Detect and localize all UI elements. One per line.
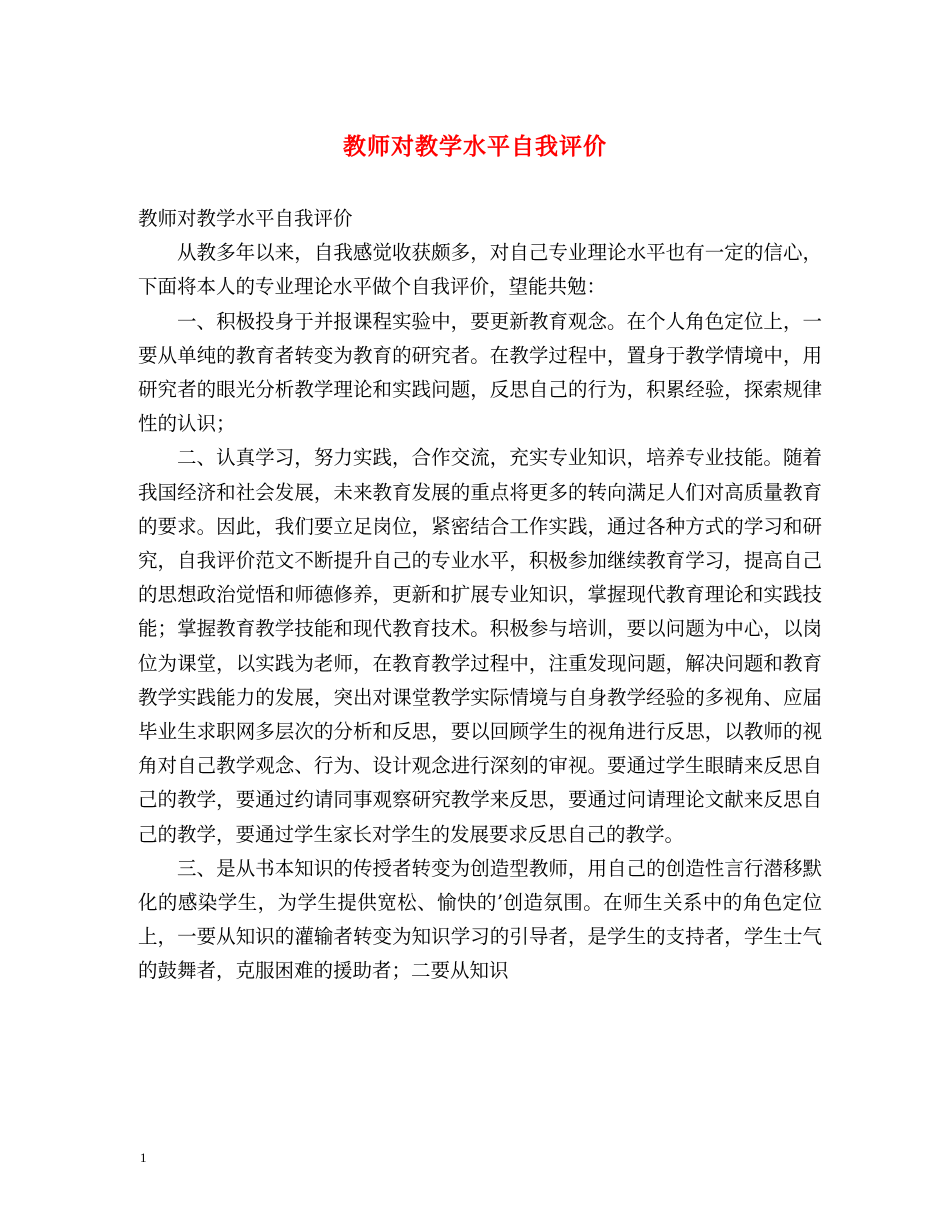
document-title: 教师对教学水平自我评价: [343, 133, 607, 160]
paragraph-three: 三、是从书本知识的传授者转变为创造型教师，用自己的创造性言行潜移默化的感染学生，为学生提供宽松、愉快的’创造氛围。在师生关系中的角色定位上，一要从知识的灌输者转变为知识学习的引导者，是学生的支持者，学生士气的鼓舞者，克服困难的援助者；二要从知识: [138, 856, 822, 983]
document-subtitle: 教师对教学水平自我评价: [138, 207, 353, 230]
document-body: [138, 202, 822, 989]
paragraph-intro: 从教多年以来，自我感觉收获颇多，对自己专业理论水平也有一定的信心，下面将本人的专业理论水平做个自我评价，望能共勉：: [138, 241, 822, 299]
page-number: 1: [140, 1150, 147, 1165]
paragraph-two: 二、认真学习，努力实践，合作交流，充实专业知识，培养专业技能。随着我国经济和社会发展，未来教育发展的重点将更多的转向满足人们对高质量教育的要求。因此，我们要立足岗位，紧密结合工作实践，通过各种方式的学习和研究，自我评价范文不断提升自己的专业水平，积极参加继续教育学习，提高自己的思想政治觉悟和师德修养，更新和扩展专业知识，掌握现代教育理论和实践技能；掌握教育教学技能和现代教育技术。积极参与培训，要以问题为中心，以岗位为课堂，以实践为老师，在教育教学过程中，注重发现问题，解决问题和教育教学实践能力的发展，突出对课堂教学实际情境与自身教学经验的多视角、应届毕业生求职网多层次的分析和反思，要以回顾学生的视角进行反思，以教师的视角对自己教学观念、行为、设计观念进行深刻的审视。要通过学生眼睛来反思自己的教学，要通过约请同事观察研究教学来反思，要通过问请理论文献来反思自己的教学，要通过学生家长对学生的发展要求反思自己的教学。: [138, 446, 822, 846]
paragraph-one: 一、积极投身于并报课程实验中，要更新教育观念。在个人角色定位上，一要从单纯的教育者转变为教育的研究者。在教学过程中，置身于教学情境中，用研究者的眼光分析教学理论和实践问题，反思自己的行为，积累经验，探索规律性的认识；: [138, 309, 822, 436]
